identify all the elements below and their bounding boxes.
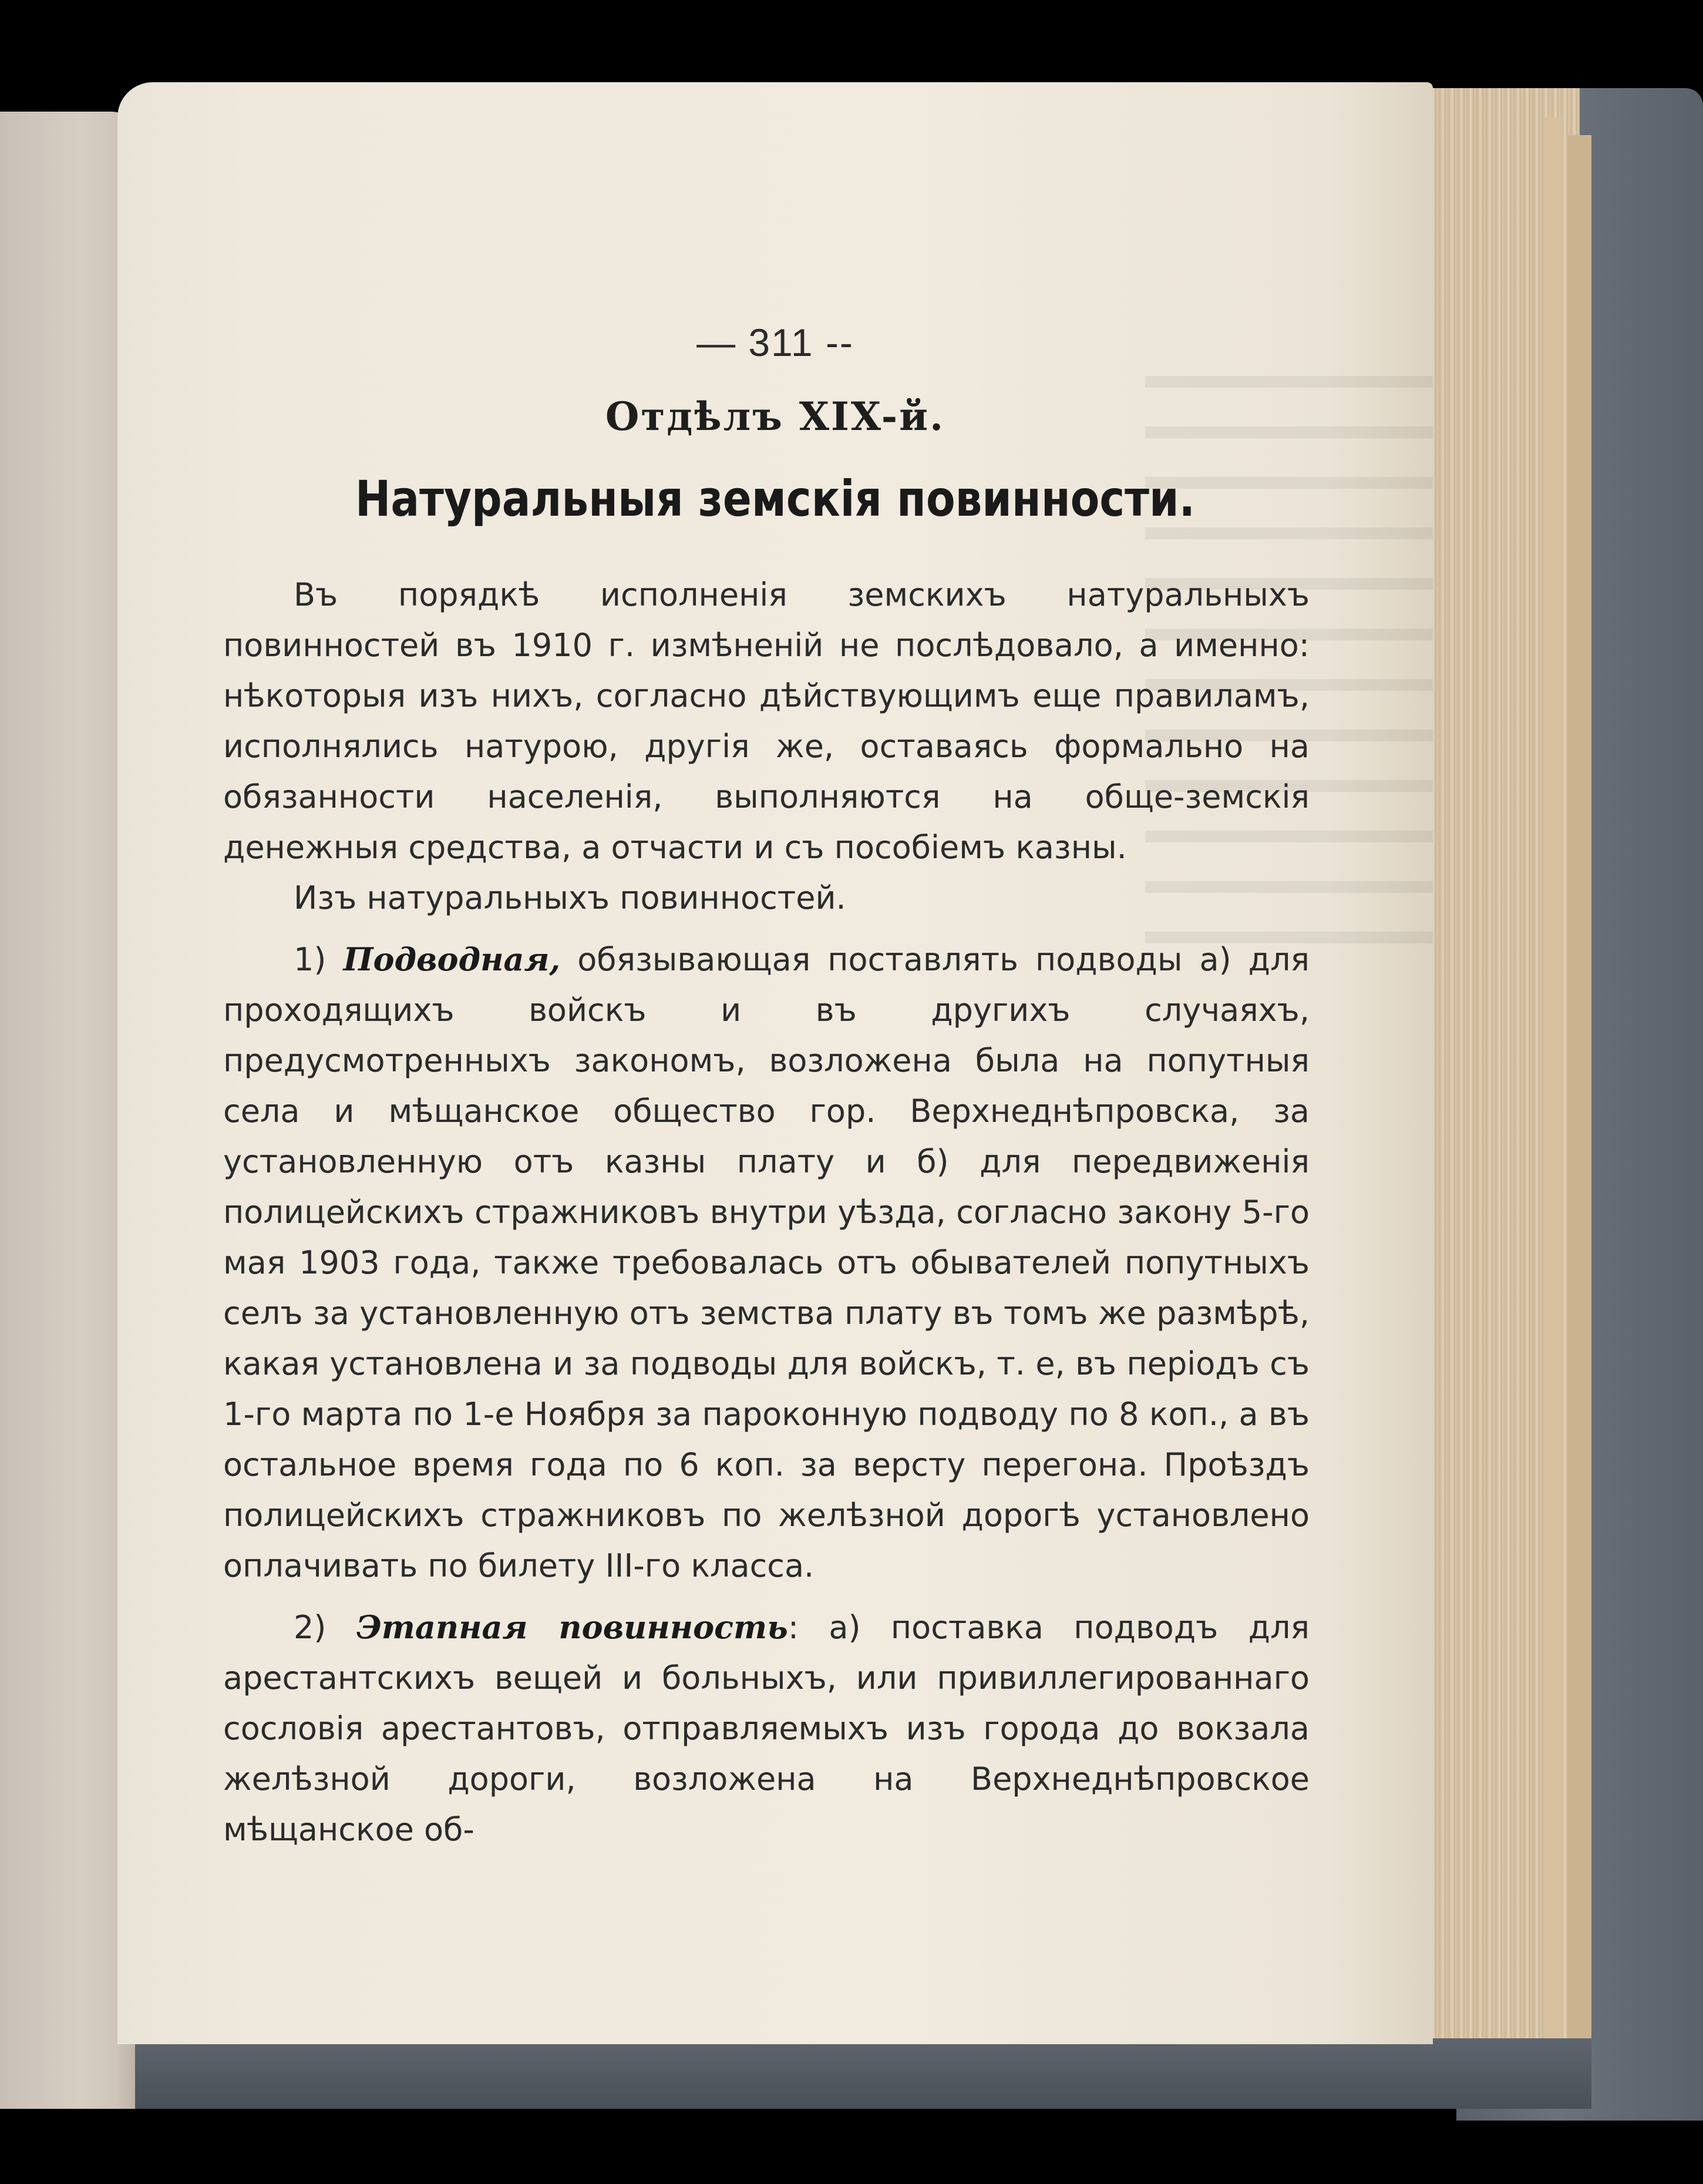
book-cover-bottom xyxy=(135,2038,1591,2109)
paragraph-item-1 xyxy=(223,934,1310,1591)
item-1-text: обязывающая поставлять подводы а) для проходящихъ войскъ и въ другихъ случаяхъ, предусмотренныхъ закономъ, возложена была на попутныя села и мѣщанское общество гор. Верхнеднѣпровска, за установленную отъ казны плату и б) для передвиженія полицейскихъ стражниковъ внутри уѣзда, согласно закону 5-го мая 1903 года, также требовалась отъ обывателей попутныхъ селъ за установленную отъ земства плату въ томъ же размѣрѣ, какая установлена и за подводы для войскъ, т. е, въ періодъ съ 1-го марта по 1-е Ноября за пароконную подводу по 8 коп., а въ остальное время года по 6 коп. за версту перегона. Проѣздъ полицейскихъ стражниковъ по желѣзной дорогѣ установлено оплачивать по билету III-го класса. xyxy=(223,941,1310,1584)
paragraph-intro-text: Въ порядкѣ исполненія земскихъ натуральныхъ повинностей въ 1910 г. измѣненій не послѣдовало, а именно: нѣкоторыя изъ нихъ, согласно дѣйствующимъ еще правиламъ, исполнялись натурою, другія же, оставаясь формально на обязанности населенія, выполняются на обще-земскія денежныя средства, а отчасти и съ пособіемъ казны. xyxy=(223,576,1310,866)
paragraph-intro xyxy=(223,570,1310,873)
paragraph-list-heading-text: Изъ натуральныхъ повинностей. xyxy=(294,879,846,916)
paragraph-list-heading xyxy=(223,873,1310,923)
paragraph-item-2 xyxy=(223,1602,1310,1855)
facing-page-edge xyxy=(0,112,135,2109)
item-2-text: : а) поставка подводъ для арестантскихъ вещей и больныхъ, или привиллегированнаго сословія арестантовъ, отправляемыхъ изъ города до вокзала желѣзной дороги, возложена на Верхнеднѣпровское мѣщанское об- xyxy=(223,1609,1310,1848)
page-number: — 311 -- xyxy=(696,321,854,364)
item-2-term: Этапная повинность xyxy=(356,1608,788,1646)
page-block-edges-inner xyxy=(1544,117,1562,2079)
item-1-term: Подводная, xyxy=(343,940,561,978)
main-title: Натуральныя земскія повинности. xyxy=(355,470,1196,527)
body-text xyxy=(223,570,1310,1855)
page-block-edges-outer xyxy=(1568,135,1591,2085)
book-page xyxy=(117,82,1433,2044)
item-1-number: 1) xyxy=(294,941,327,978)
section-title: Отдѣлъ XIX-й. xyxy=(605,394,945,439)
item-2-number: 2) xyxy=(294,1609,327,1646)
